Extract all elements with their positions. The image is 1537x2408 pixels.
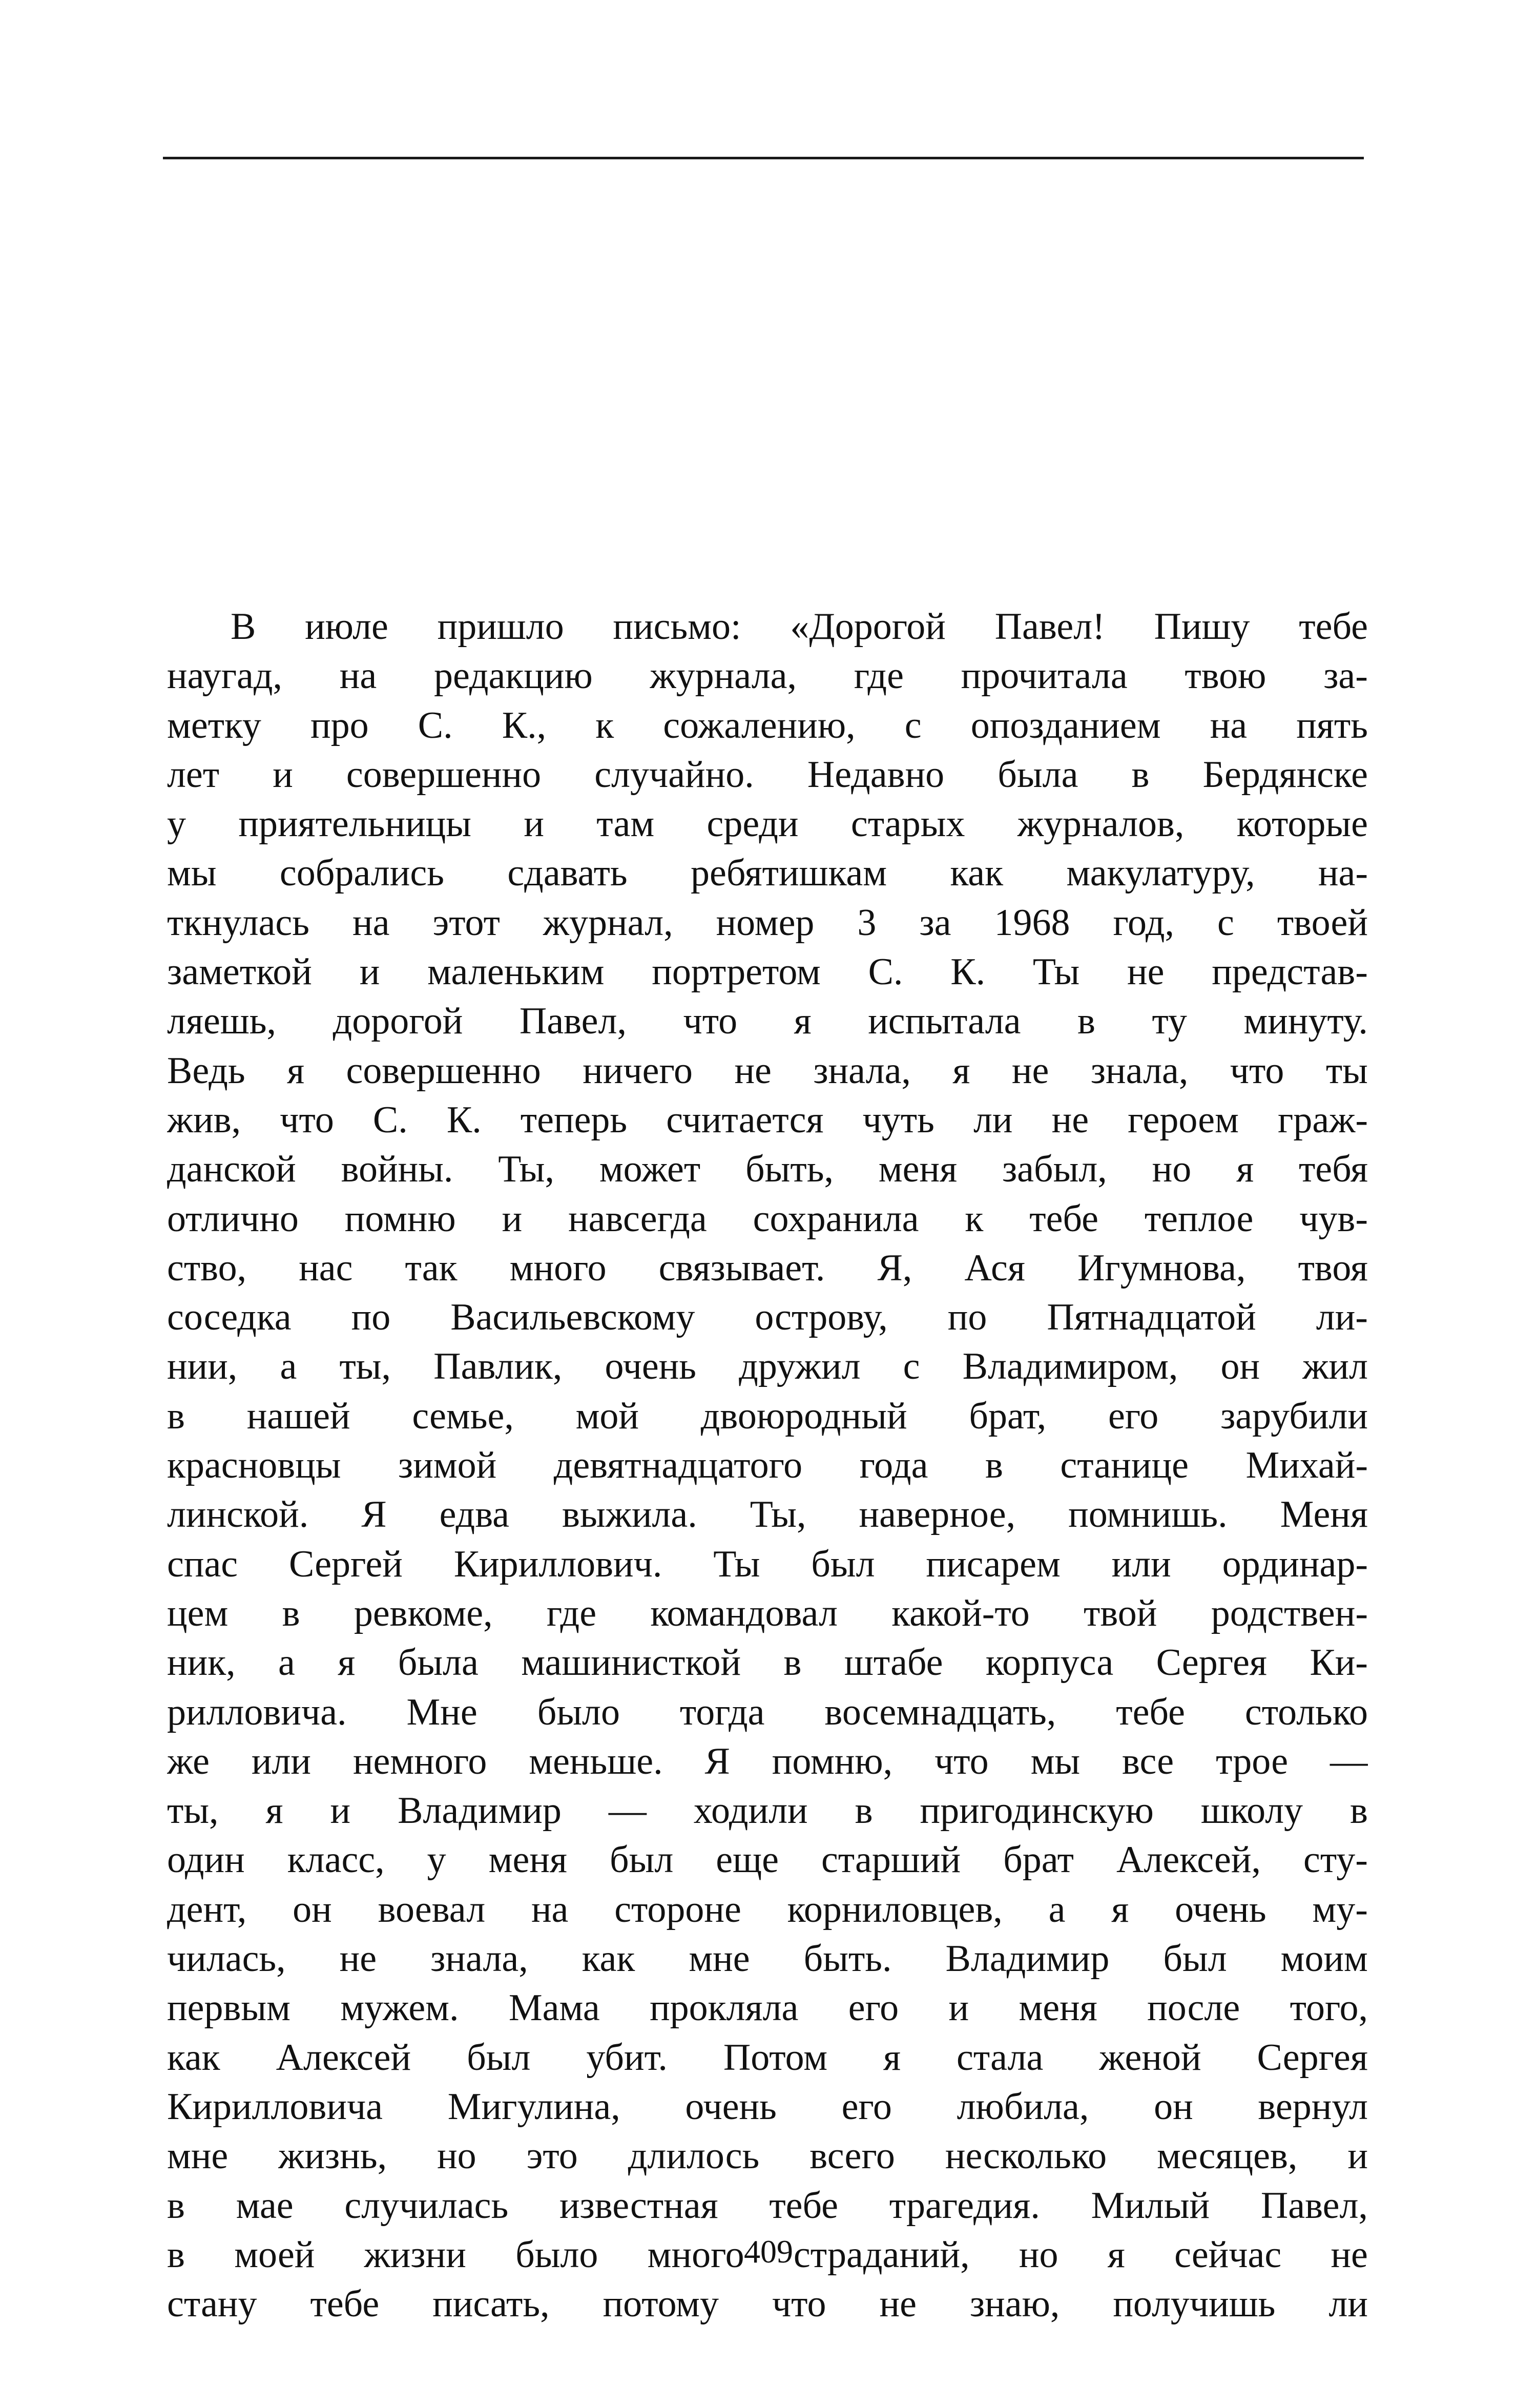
text-line: у приятельницы и там среди старых журналов, которые (167, 803, 1368, 845)
text-line: мне жизнь, но это длилось всего несколько месяцев, и (167, 2135, 1368, 2177)
text-line: чилась, не знала, как мне быть. Владимир был моим (167, 1938, 1368, 1980)
text-line: ство, нас так много связывает. Я, Ася Игумнова, твоя (167, 1247, 1368, 1289)
text-line: красновцы зимой девятнадцатого года в станице Михай- (167, 1444, 1368, 1487)
text-line: в нашей семье, мой двоюродный брат, его зарубили (167, 1395, 1368, 1437)
text-line: дент, он воевал на стороне корниловцев, а я очень му- (167, 1888, 1368, 1930)
text-line: ты, я и Владимир — ходили в пригодинскую школу в (167, 1790, 1368, 1832)
text-line: заметкой и маленьким портретом С. К. Ты не представ- (167, 951, 1368, 993)
text-line: соседка по Васильевскому острову, по Пятнадцатой ли- (167, 1296, 1368, 1339)
text-line: рилловича. Мне было тогда восемнадцать, тебе столько (167, 1691, 1368, 1733)
text-line: в мае случилась известная тебе трагедия. Милый Павел, (167, 2184, 1368, 2227)
text-line: Ведь я совершенно ничего не знала, я не знала, что ты (167, 1049, 1368, 1092)
text-line: в моей жизни было много страданий, но я сейчас не (167, 2233, 1368, 2276)
text-line: ляешь, дорогой Павел, что я испытала в ту минуту. (167, 1000, 1368, 1043)
text-line: жив, что С. К. теперь считается чуть ли не героем граж- (167, 1098, 1368, 1141)
text-line: мы собрались сдавать ребятишкам как макулатуру, на- (167, 852, 1368, 895)
top-rule-divider (163, 157, 1364, 159)
text-line: цем в ревкоме, где командовал какой-то твой родствен- (167, 1592, 1368, 1634)
text-line: один класс, у меня был еще старший брат Алексей, сту- (167, 1839, 1368, 1881)
text-line: метку про С. К., к сожалению, с опозданием на пять (167, 704, 1368, 746)
text-line: же или немного меньше. Я помню, что мы все трое — (167, 1740, 1368, 1782)
text-line: первым мужем. Мама прокляла его и меня после того, (167, 1987, 1368, 2029)
page-number: 409 (744, 2233, 793, 2270)
text-line: ткнулась на этот журнал, номер 3 за 1968 год, с твоей (167, 901, 1368, 944)
text-line: спас Сергей Кириллович. Ты был писарем или ординар- (167, 1543, 1368, 1585)
text-line: В июле пришло письмо: «Дорогой Павел! Пишу тебе (231, 606, 1368, 648)
text-line: стану тебе писать, потому что не знаю, получишь ли (167, 2283, 1368, 2326)
text-line: линской. Я едва выжила. Ты, наверное, помнишь. Меня (167, 1493, 1368, 1536)
text-line: лет и совершенно случайно. Недавно была в Бердянске (167, 753, 1368, 796)
text-line: Кирилловича Мигулина, очень его любила, он вернул (167, 2085, 1368, 2128)
text-line: как Алексей был убит. Потом я стала женой Сергея (167, 2036, 1368, 2079)
body-text (167, 602, 1368, 2329)
text-line: ник, а я была машинисткой в штабе корпуса Сергея Ки- (167, 1642, 1368, 1684)
text-line: данской войны. Ты, может быть, меня забыл, но я тебя (167, 1148, 1368, 1191)
text-line: наугад, на редакцию журнала, где прочитала твою за- (167, 655, 1368, 697)
text-line: отлично помню и навсегда сохранила к тебе теплое чув- (167, 1197, 1368, 1240)
text-line: нии, а ты, Павлик, очень дружил с Владимиром, он жил (167, 1345, 1368, 1388)
